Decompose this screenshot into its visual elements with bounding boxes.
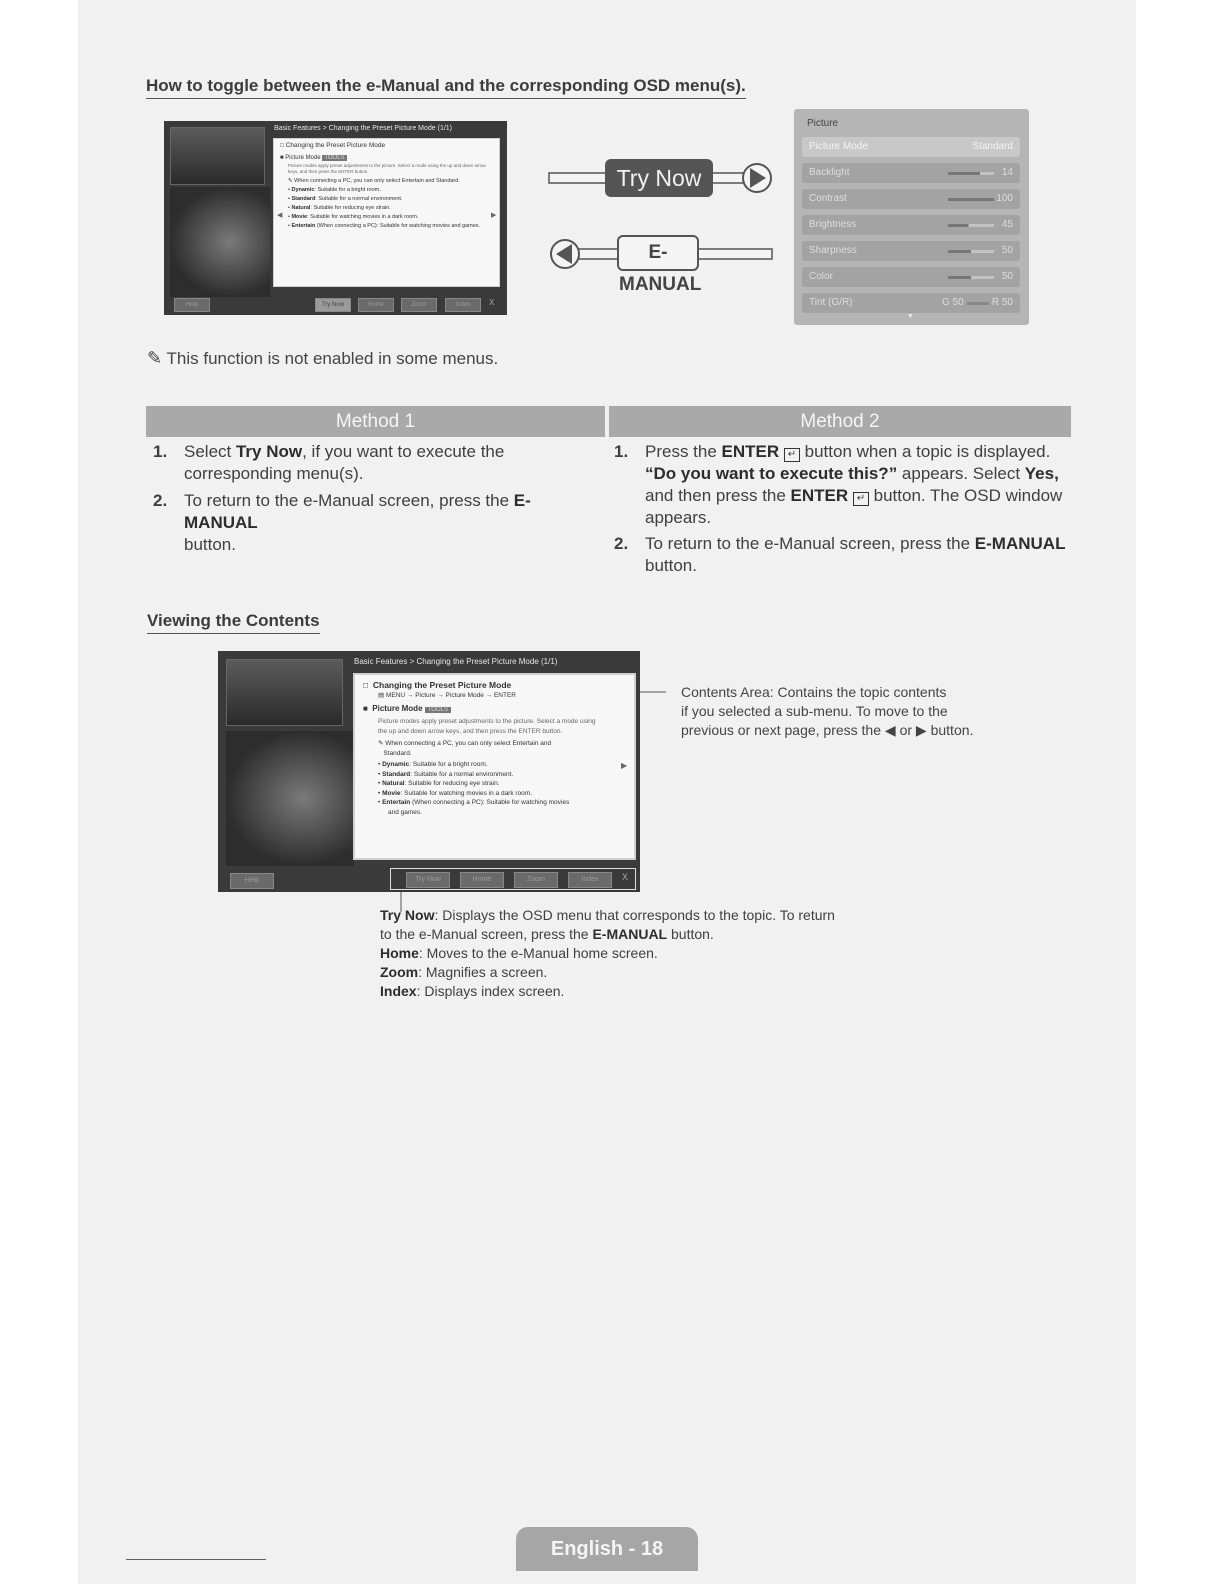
breadcrumb: Basic Features > Changing the Preset Picture Mode (1/1): [354, 657, 558, 666]
method2-step-1: [614, 441, 1066, 531]
osd-slider-bar: [948, 224, 994, 227]
try-now-button[interactable]: Try Now: [315, 298, 351, 312]
help-button[interactable]: Help: [174, 298, 210, 312]
menu-path: ▤ MENU → Picture → Picture Mode → ENTER: [378, 692, 516, 699]
left-arrow-icon: ◀: [884, 722, 896, 738]
desc-try-now-cont: to the e-Manual screen, press the E-MANUAL button.: [380, 926, 714, 942]
contents-area-callout: [681, 683, 981, 740]
osd-row-label: Brightness: [809, 219, 857, 230]
screen-thumbnail: [170, 127, 265, 185]
footer-rule: [126, 1559, 266, 1560]
page-number-footer: English - 18: [516, 1527, 698, 1571]
try-now-label: Try Now: [605, 159, 713, 197]
try-now-button[interactable]: Try Now: [406, 872, 450, 888]
index-button[interactable]: Index: [568, 872, 612, 888]
enter-icon: ↵: [784, 448, 800, 462]
button-descriptions: [380, 906, 835, 1001]
osd-row-tint[interactable]: [802, 293, 1020, 313]
list-item: • Dynamic: Suitable for a bright room.: [378, 761, 488, 768]
osd-row-prefix: G 50: [942, 297, 964, 308]
close-button[interactable]: X: [622, 872, 629, 882]
osd-row-label: Contrast: [809, 193, 847, 204]
osd-row-label: Color: [809, 271, 833, 282]
osd-slider-bar: [967, 302, 989, 305]
step-number: 2.: [153, 491, 168, 510]
list-item: • Standard: Suitable for a normal environment.: [288, 196, 403, 202]
enter-icon: ↵: [853, 492, 869, 506]
osd-row-value: 45: [1001, 219, 1013, 230]
pc-note: ✎ When connecting a PC, you can only select Entertain and Standard.: [378, 740, 552, 757]
help-button[interactable]: Help: [230, 873, 274, 889]
mode-bullets: [280, 186, 493, 231]
list-item: • Movie: Suitable for watching movies in a dark room.: [288, 214, 419, 220]
item-description: Picture modes apply preset adjustments to the picture. Select a mode using the up and down arrow keys, and then press the ENTER button.: [378, 718, 596, 735]
home-button[interactable]: Home: [460, 872, 504, 888]
topic-heading: □ Changing the Preset Picture Mode: [280, 142, 386, 149]
desc-index: Index: Displays index screen.: [380, 983, 565, 999]
method2-step-2: [614, 533, 1066, 579]
step-text: To return to the e-Manual screen, press the E-MANUAL button.: [184, 491, 531, 554]
osd-row-sharpness[interactable]: [802, 241, 1020, 261]
osd-row-label: Picture Mode: [809, 141, 868, 152]
emanual-screen-small: [164, 121, 507, 315]
pencil-note-icon: ✎: [147, 348, 163, 368]
osd-row-value: 50: [1001, 245, 1013, 256]
step-number: 1.: [153, 442, 168, 461]
emanual-screen-large: [218, 651, 640, 892]
callout-line: if you selected a sub-menu. To move to the: [681, 703, 948, 719]
osd-row-label: Tint (G/R): [809, 297, 853, 308]
list-item: • Entertain (When connecting a PC): Suitable for watching movies: [378, 799, 570, 806]
toggle-section-title: How to toggle between the e-Manual and the corresponding OSD menu(s).: [146, 76, 746, 99]
tools-badge: TOOLS: [324, 155, 345, 161]
desc-zoom: Zoom: Magnifies a screen.: [380, 964, 548, 980]
osd-row-backlight[interactable]: [802, 163, 1020, 183]
osd-slider-bar: [948, 250, 994, 253]
desc-try-now: Try Now: Displays the OSD menu that corresponds to the topic. To return: [380, 907, 835, 923]
osd-row-value: R 50: [991, 297, 1013, 308]
osd-row-value: 14: [1001, 167, 1013, 178]
breadcrumb: Basic Features > Changing the Preset Picture Mode (1/1): [274, 125, 453, 132]
screen-thumbnail: [226, 659, 343, 726]
tools-badge: TOOLS: [425, 707, 451, 713]
scroll-down-icon[interactable]: ▼: [907, 313, 914, 320]
screen-preview-image: [170, 187, 270, 297]
viewing-section-title: Viewing the Contents: [147, 611, 320, 634]
list-item: • Natural: Suitable for reducing eye strain.: [288, 205, 391, 211]
osd-row-contrast[interactable]: [802, 189, 1020, 209]
home-button[interactable]: Home: [358, 298, 394, 312]
method1-step-2: [153, 490, 598, 554]
list-item: • Dynamic: Suitable for a bright room.: [288, 187, 381, 193]
screen-preview-image: [226, 731, 354, 866]
contents-area[interactable]: [273, 138, 500, 287]
mode-bullets: [363, 760, 626, 817]
zoom-button[interactable]: Zoom: [514, 872, 558, 888]
osd-row-color[interactable]: [802, 267, 1020, 287]
osd-row-label: Sharpness: [809, 245, 857, 256]
osd-row-value: 50: [1001, 271, 1013, 282]
e-manual-label: E-MANUAL: [617, 235, 699, 271]
desc-home: Home: Moves to the e-Manual home screen.: [380, 945, 658, 961]
osd-slider-bar: [948, 276, 994, 279]
step-text: Press the ENTER ↵ button when a topic is displayed. “Do you want to execute this?” appears. Select Yes, and then press the ENTER ↵ button. The OSD window appears.: [645, 442, 1063, 527]
osd-row-picture-mode[interactable]: [802, 137, 1020, 157]
list-item-continued: and games.: [388, 808, 422, 816]
pc-note: ✎ When connecting a PC, you can only select Entertain and Standard.: [288, 178, 460, 184]
close-button[interactable]: X: [489, 298, 495, 307]
osd-title: Picture: [807, 118, 839, 129]
next-page-arrow-icon[interactable]: ▶: [491, 212, 497, 219]
step-text: To return to the e-Manual screen, press the E-MANUAL button.: [645, 534, 1066, 575]
topic-heading: □ Changing the Preset Picture Mode: [363, 680, 512, 690]
method1-header: Method 1: [146, 406, 605, 437]
osd-row-value: Standard: [972, 141, 1013, 152]
index-button[interactable]: Index: [445, 298, 481, 312]
list-item: • Natural: Suitable for reducing eye strain.: [378, 780, 500, 787]
function-note: ✎ This function is not enabled in some menus.: [147, 348, 499, 368]
list-item: • Movie: Suitable for watching movies in a dark room.: [378, 789, 533, 797]
step-number: 2.: [614, 534, 629, 553]
osd-picture-menu: [794, 109, 1029, 325]
list-item: • Entertain (When connecting a PC): Suitable for watching movies and games.: [288, 223, 481, 229]
item-title: ■ Picture Mode TOOLS: [280, 155, 345, 161]
osd-slider-bar: [948, 172, 994, 175]
callout-line: Contents Area: Contains the topic contents: [681, 684, 947, 700]
list-item: • Standard: Suitable for a normal environment.: [378, 770, 514, 778]
callout-line: previous or next page, press the ◀ or ▶ button.: [681, 722, 974, 738]
right-arrow-icon: ▶: [915, 722, 927, 738]
item-description: Picture modes apply preset adjustments to the picture. Select a mode using the up and down arrow keys, and then press the ENTER button.: [288, 163, 486, 174]
osd-slider-bar: [948, 198, 994, 201]
contents-area[interactable]: [353, 673, 636, 860]
step-number: 1.: [614, 442, 629, 461]
step-text: Select Try Now, if you want to execute the corresponding menu(s).: [184, 442, 505, 483]
osd-row-value: 100: [996, 193, 1013, 204]
method1-step-1: [153, 441, 598, 487]
method2-header: Method 2: [609, 406, 1071, 437]
item-title: ■ Picture Mode TOOLS: [363, 704, 626, 716]
osd-row-brightness[interactable]: [802, 215, 1020, 235]
zoom-button[interactable]: Zoom: [401, 298, 437, 312]
next-page-arrow-icon[interactable]: ▶: [621, 761, 628, 770]
prev-page-arrow-icon[interactable]: ◀: [277, 212, 283, 219]
osd-row-label: Backlight: [809, 167, 850, 178]
